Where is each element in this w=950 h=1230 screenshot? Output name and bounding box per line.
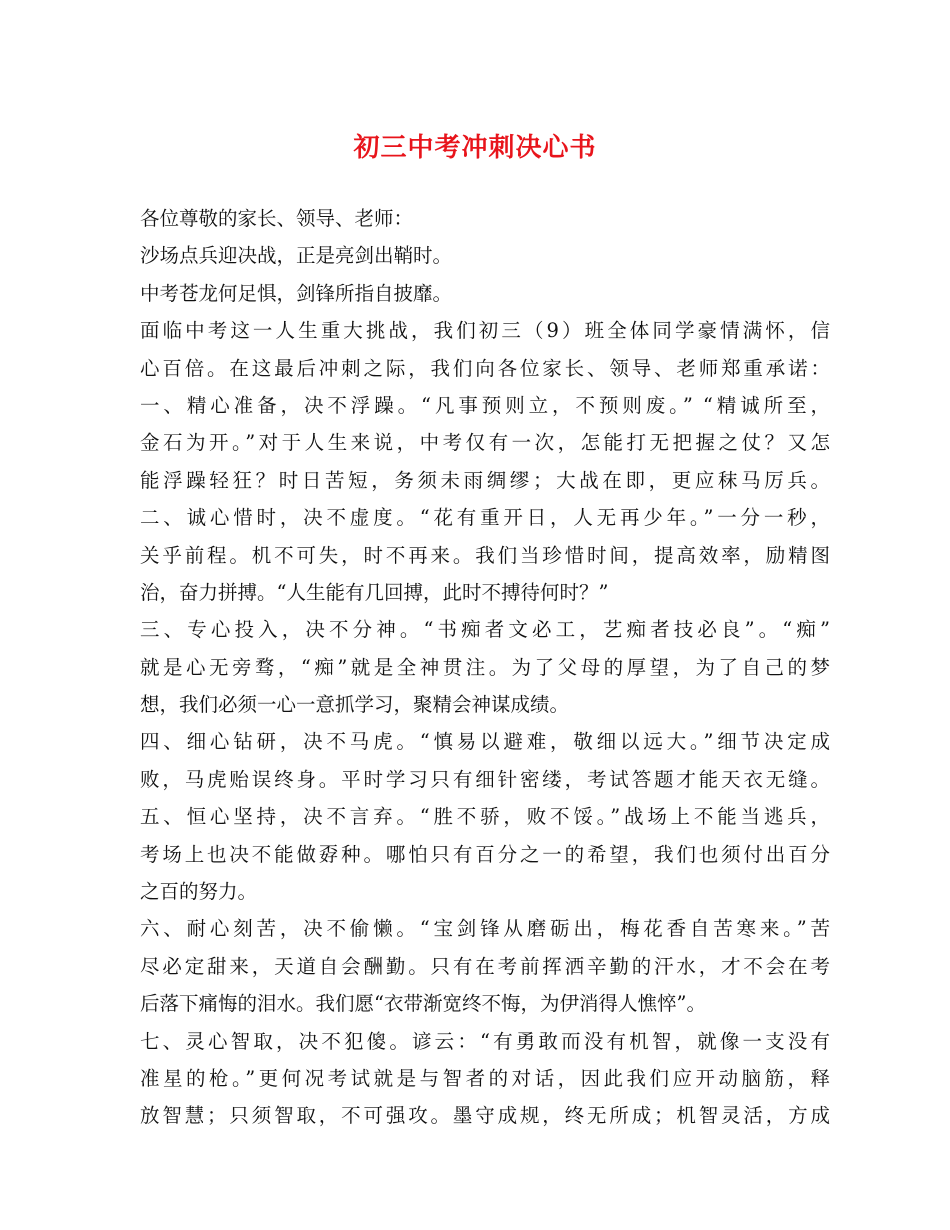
text-line: 中考苍龙何足惧，剑锋所指自披靡。: [140, 281, 453, 305]
text-line: 金石为开。”对于人生来说，中考仅有一次，怎能打无把握之仗？又怎: [140, 431, 830, 455]
text-line: 面临中考这一人生重大挑战，我们初三（9）班全体同学豪情满怀，信: [140, 319, 830, 343]
text-line: 七、灵心智取，决不犯傻。谚云：“有勇敢而没有机智，就像一支没有: [140, 1029, 830, 1053]
text-line: 心百倍。在这最后冲刺之际，我们向各位家长、领导、老师郑重承诺：: [140, 356, 830, 380]
text-line: 五、恒心坚持，决不言弃。“胜不骄，败不馁。”战场上不能当逃兵，: [140, 805, 830, 829]
document-title: 初三中考冲刺决心书: [353, 133, 597, 163]
text-line: 之百的努力。: [140, 880, 258, 904]
text-line: 六、耐心刻苦，决不偷懒。“宝剑锋从磨砺出，梅花香自苦寒来。”苦: [140, 917, 830, 941]
text-line: 后落下痛悔的泪水。我们愿“衣带渐宽终不悔，为伊消得人憔悴”。: [140, 992, 706, 1016]
text-line: 二、诚心惜时，决不虚度。“花有重开日，人无再少年。”一分一秒，: [140, 506, 830, 530]
text-line: 能浮躁轻狂？时日苦短，务须未雨绸缪；大战在即，更应秣马厉兵。: [140, 468, 830, 492]
text-line: 尽必定甜来，天道自会酬勤。只有在考前挥洒辛勤的汗水，才不会在考: [140, 954, 830, 978]
text-line: 准星的枪。”更何况考试就是与智者的对话，因此我们应开动脑筋，释: [140, 1066, 830, 1090]
text-line: 三、专心投入，决不分神。“书痴者文必工，艺痴者技必良”。“痴”: [140, 618, 830, 642]
text-line: 一、精心准备，决不浮躁。“凡事预则立，不预则废。” “精诚所至，: [140, 393, 830, 417]
document-body: [140, 200, 830, 1135]
text-line: 败，马虎贻误终身。平时学习只有细针密缕，考试答题才能天衣无缝。: [140, 767, 830, 791]
text-line: 沙场点兵迎决战，正是亮剑出鞘时。: [140, 244, 453, 268]
text-line: 就是心无旁骛，“痴”就是全神贯注。为了父母的厚望，为了自己的梦: [140, 655, 830, 679]
text-line: 关乎前程。机不可失，时不再来。我们当珍惜时间，提高效率，励精图: [140, 543, 830, 567]
text-line: 考场上也决不能做孬种。哪怕只有百分之一的希望，我们也须付出百分: [140, 842, 830, 866]
text-line: 四、细心钻研，决不马虎。“慎易以避难，敬细以远大。”细节决定成: [140, 730, 830, 754]
text-line: 想，我们必须一心一意抓学习，聚精会神谋成绩。: [140, 693, 570, 717]
text-line: 各位尊敬的家长、领导、老师：: [140, 207, 414, 230]
text-line: 治，奋力拼搏。“人生能有几回搏，此时不搏待何时？”: [140, 580, 609, 604]
text-line: 放智慧；只须智取，不可强攻。墨守成规，终无所成；机智灵活，方成: [140, 1104, 830, 1128]
